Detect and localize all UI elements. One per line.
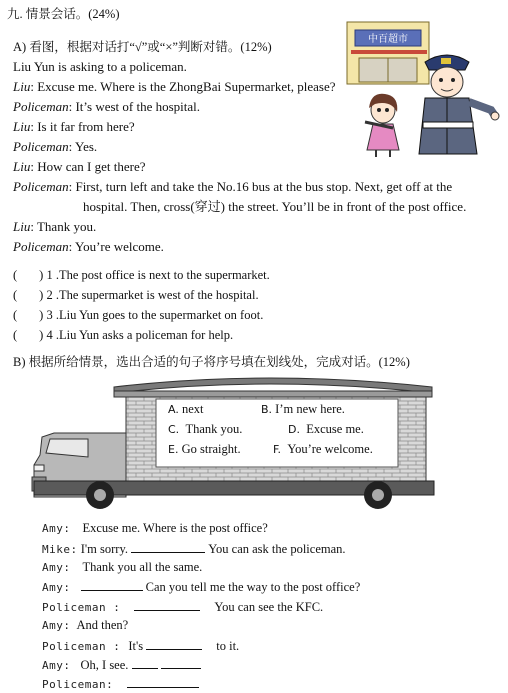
answer-blank[interactable] [131, 542, 205, 553]
supermarket-icon [347, 22, 429, 84]
dialogue-line-continued: hospital. Then, cross(穿过) the street. You’ll be in front of the post office. [83, 199, 467, 214]
wheel-icon [86, 481, 114, 509]
fill-line-9: Policeman: [42, 677, 199, 691]
dialogue-line: Policeman: First, turn left and take the No.16 bus at the bus stop. Next, get off at the [13, 179, 453, 194]
answer-blank[interactable] [134, 600, 200, 611]
answer-blank[interactable] [146, 639, 202, 650]
dialogue-line: Policeman: It’s west of the hospital. [13, 99, 201, 114]
option-b: B. I’m new here. [261, 402, 345, 416]
fill-line-3: Amy: Thank you all the same. [42, 560, 203, 574]
dialogue-line: Liu: Is it far from here? [13, 119, 135, 134]
option-c: C. Thank you. [168, 422, 243, 436]
judge-item: ( ) 4 .Liu Yun asks a policeman for help. [13, 328, 234, 342]
fill-line-8: Amy: Oh, I see. [42, 658, 201, 672]
option-d: D. Excuse me. [288, 422, 364, 436]
policeman-icon [419, 55, 499, 154]
fill-line-1: Amy: Excuse me. Where is the post office? [42, 521, 268, 535]
option-a: A. next [168, 402, 204, 416]
option-f: F. You’re welcome. [273, 442, 373, 456]
option-e: E. Go straight. [168, 442, 241, 456]
fill-line-2: Mike: I'm sorry. You can ask the policeman. [42, 542, 346, 556]
judge-item: ( ) 2 .The supermarket is west of the hospital. [13, 288, 259, 302]
part-b-heading: B) 根据所给情景，选出合适的句子将序号填在划线处，完成对话。(12%) [13, 355, 410, 369]
fill-line-5: Policeman : You can see the KFC. [42, 600, 324, 614]
fill-line-7: Policeman : It's to it. [42, 639, 240, 653]
dialogue-line: Policeman: Yes. [13, 139, 98, 154]
judge-item: ( ) 1 .The post office is next to the supermarket. [13, 268, 270, 282]
fill-line-4: Amy: Can you tell me the way to the post office? [42, 580, 361, 594]
girl-icon [365, 94, 399, 157]
dialogue-line: Liu: Excuse me. Where is the ZhongBai Supermarket, please? [13, 79, 336, 94]
dialogue-intro: Liu Yun is asking to a policeman. [13, 59, 187, 74]
wheel-icon [364, 481, 392, 509]
answer-blank[interactable] [81, 580, 143, 591]
dialogue-line: Policeman: You’re welcome. [13, 239, 164, 254]
answer-blank[interactable] [161, 658, 201, 669]
section-title: 九. 情景会话。(24%) [7, 7, 120, 21]
dialogue-line: Liu: Thank you. [13, 219, 97, 234]
illustration [345, 18, 500, 158]
judge-item: ( ) 3 .Liu Yun goes to the supermarket on foot. [13, 308, 264, 322]
answer-blank[interactable] [127, 677, 199, 688]
dialogue-line: Liu: How can I get there? [13, 159, 146, 174]
truck-roof [114, 378, 432, 397]
answer-blank[interactable] [132, 658, 158, 669]
fill-line-6: Amy: And then? [42, 618, 129, 632]
part-a-heading: A) 看图，根据对话打“√”或“×”判断对错。(12%) [13, 40, 272, 54]
supermarket-sign: 中百超市 [368, 34, 408, 45]
truck-illustration [28, 373, 460, 513]
